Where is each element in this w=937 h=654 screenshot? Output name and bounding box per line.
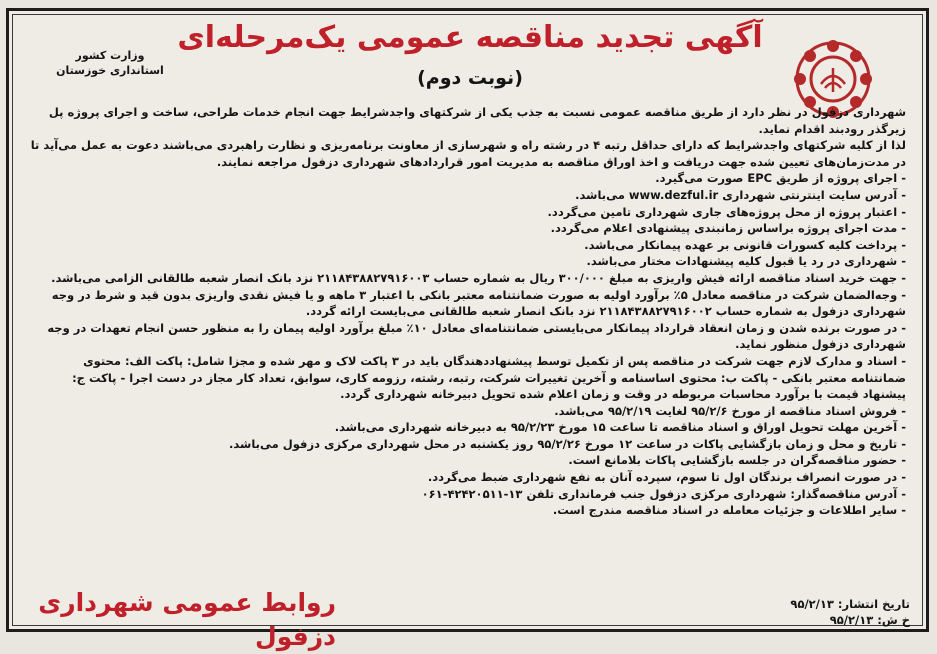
body-item: - اجرای پروژه از طریق EPC صورت می‌گیرد. bbox=[655, 171, 906, 186]
notice-subtitle: (نوبت دوم) bbox=[417, 67, 523, 89]
body-item: - شهرداری در رد یا قبول کلیه پیشنهادات مختار می‌باشد. bbox=[586, 254, 906, 269]
public-relations-signature: روابط عمومی شهرداری دزفول bbox=[38, 588, 336, 651]
body-item: - آدرس مناقصه‌گذار: شهرداری مرکزی دزفول جنب فرمانداری تلفن ۱۳-۴۲۴۲۰۵۱۱-۰۶۱ bbox=[421, 486, 906, 501]
ad-number: خ ش: ۹۵/۲/۱۳ bbox=[829, 613, 910, 627]
publication-info bbox=[740, 596, 910, 628]
body-item: - وجه‌الضمان شرکت در مناقصه معادل ۵٪ برآورد اولیه به صورت ضمانتنامه معتبر بانکی با اعتبار ۳ ماهه و یا فیش نقدی واریزی بدون قید و شرط در وجه شهرداری دزفول به شماره حساب ۲۱۱۸۴۳۸۸۲۷۹۱۶۰۰۲ نزد بانک انصار شعبه طالقانی می‌بایست ارائه گردد. bbox=[51, 287, 906, 319]
publish-date: تاریخ انتشار: ۹۵/۲/۱۳ bbox=[790, 597, 910, 611]
body-item: - اسناد و مدارک لازم جهت شرکت در مناقصه پس از تکمیل توسط پیشنهاددهندگان باید در ۳ پاکت لاک و مهر شده و مجزا شامل: پاکت الف: محتوی ضمانتنامه معتبر بانکی - پاکت ب: محتوی اساسنامه و آخرین تغییرات شرکت، رتبه، رشته، رزومه کاری، سوابق، تعداد کار مجاز در دست اجرا - پاکت ج: پیشنهاد قیمت با برآورد محاسبات مربوطه در وقت و زمان اعلام شده تحویل دبیرخانه شهرداری گردد. bbox=[72, 353, 906, 402]
notice-body bbox=[26, 104, 906, 519]
notice-title: آگهی تجدید مناقصه عمومی یک‌مرحله‌ای bbox=[177, 20, 763, 55]
body-item: - تاریخ و محل و زمان بازگشایی پاکات در ساعت ۱۲ مورخ ۹۵/۲/۲۶ روز یکشنبه در محل شهرداری مرکزی دزفول می‌باشد. bbox=[229, 436, 906, 451]
ministry-line: وزارت کشور bbox=[75, 49, 145, 62]
body-paragraph: لذا از کلیه شرکتهای واجدشرایط که دارای حداقل رتبه ۴ در رشته راه و شهرسازی از معاونت برنامه‌ریزی و نظارت راهبردی می‌باشند دعوت به عمل می‌آید تا در مدت‌زمان‌های تعیین شده جهت دریافت و اخذ اوراق مناقصه به مدیریت امور قراردادهای شهرداری دزفول مراجعه نمایند. bbox=[30, 138, 906, 169]
body-item: - در صورت برنده شدن و زمان انعقاد قرارداد پیمانکار می‌بایستی ضمانتنامه‌ای معادل ۱۰٪ مبلغ برآورد اولیه پیمان را به منظور حسن انجام تعهدات در وجه شهرداری دزفول منظور نماید. bbox=[47, 320, 906, 352]
body-item: - اعتبار پروژه از محل پروژه‌های جاری شهرداری تامین می‌گردد. bbox=[547, 204, 906, 219]
body-item: - آخرین مهلت تحویل اوراق و اسناد مناقصه تا ساعت ۱۵ مورخ ۹۵/۲/۲۳ به دبیرخانه شهرداری می‌باشد. bbox=[334, 420, 906, 435]
body-paragraph: شهرداری دزفول در نظر دارد از طریق مناقصه عمومی نسبت به جذب یکی از شرکتهای واجدشرایط جهت انجام خدمات طراحی، ساخت و اجرای پروژه پل زیرگذر رودبند اقدام نماید. bbox=[48, 105, 906, 136]
body-item: - حضور مناقصه‌گران در جلسه بازگشایی پاکات بلامانع است. bbox=[568, 453, 906, 468]
body-item: - آدرس سایت اینترنتی شهرداری www.dezful.ir می‌باشد. bbox=[575, 187, 906, 202]
body-item: - در صورت انصراف برندگان اول تا سوم، سپرده آنان به نفع شهرداری ضبط می‌گردد. bbox=[427, 470, 906, 485]
body-item: - مدت اجرای پروژه براساس زمانبندی پیشنهادی اعلام می‌گردد. bbox=[550, 221, 906, 236]
body-item: - پرداخت کلیه کسورات قانونی بر عهده پیمانکار می‌باشد. bbox=[584, 237, 906, 252]
body-item: - جهت خرید اسناد مناقصه ارائه فیش واریزی به مبلغ ۳۰۰/۰۰۰ ریال به شماره حساب ۲۱۱۸۴۳۸۸۲۷۹۱۶۰۰۳ نزد بانک انصار شعبه طالقانی الزامی می‌باشد. bbox=[51, 270, 906, 285]
body-item: - سایر اطلاعات و جزئیات معامله در اسناد مناقصه مندرج است. bbox=[552, 503, 906, 518]
body-item: - فروش اسناد مناقصه از مورخ ۹۵/۲/۶ لغایت ۹۵/۲/۱۹ می‌باشد. bbox=[554, 403, 906, 418]
province-line: استانداری خوزستان bbox=[56, 64, 164, 77]
